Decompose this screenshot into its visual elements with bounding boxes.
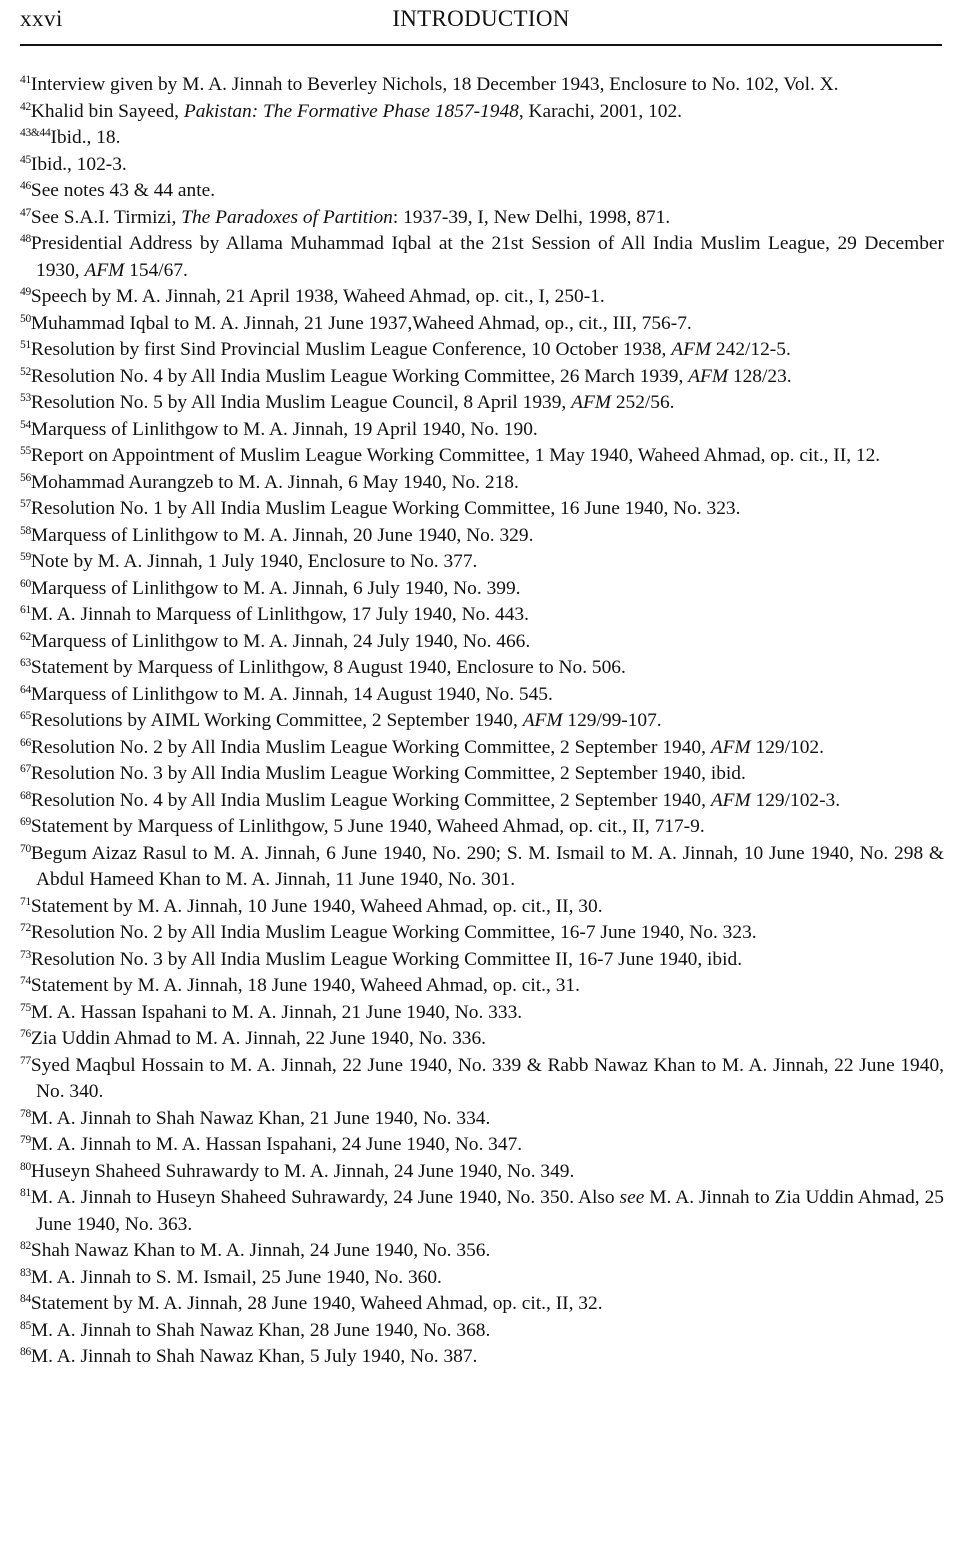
endnote [20, 417, 944, 444]
endnote-number: 82 [20, 1240, 31, 1252]
endnote [20, 1132, 944, 1159]
endnote [20, 337, 944, 364]
endnote [20, 443, 944, 470]
endnote-text: Presidential Address by Allama Muhammad Iqbal at the 21st Session of All India Muslim League, 29 December 1930, [30, 233, 944, 281]
endnote-text: M. A. Hassan Ispahani to M. A. Jinnah, 21 June 1940, No. 333. [30, 1001, 523, 1023]
endnote-text: Resolution No. 4 by All India Muslim League Working Committee, 2 September 1940, [30, 789, 711, 811]
endnote-number: 81 [20, 1187, 31, 1199]
endnote-number: 49 [20, 286, 31, 298]
endnote [20, 973, 944, 1000]
endnote [20, 205, 944, 232]
endnote-text: Syed Maqbul Hossain to M. A. Jinnah, 22 June 1940, No. 339 & Rabb Nawaz Khan to M. A. Jinnah, 22 June 1940, No. 340. [30, 1054, 944, 1102]
endnote-text: 154/67. [124, 259, 188, 281]
endnote [20, 1159, 944, 1186]
endnote [20, 814, 944, 841]
endnote-number: 58 [20, 524, 31, 537]
endnote-number: 45 [20, 153, 31, 166]
page-number: xxvi [20, 6, 63, 31]
endnote [20, 470, 944, 497]
endnote-number: 73 [20, 948, 31, 961]
endnote-text: Khalid bin Sayeed, [30, 100, 184, 122]
endnote [20, 1291, 944, 1318]
endnote-text: Ibid., 102-3. [30, 153, 127, 175]
endnote-text: 242/12-5. [711, 339, 791, 360]
endnote-number: 63 [20, 657, 31, 669]
endnote-text: M. A. Jinnah to Huseyn Shaheed Suhrawardy, 24 June 1940, No. 350. Also [30, 1187, 620, 1208]
running-header [20, 6, 942, 40]
endnote-number: 50 [20, 312, 31, 325]
endnote-text: Begum Aizaz Rasul to M. A. Jinnah, 6 June 1940, No. 290; S. M. Ismail to M. A. Jinnah, 10 June 1940, No. 298 & Abdul Hameed Khan to M. A. Jinnah, 11 June 1940, No. 301. [30, 842, 944, 890]
endnote-text: 129/102-3. [750, 789, 841, 811]
endnote-text: Resolution No. 2 by All India Muslim League Working Committee, 16-7 June 1940, No. 323. [30, 922, 757, 943]
endnote-text: Report on Appointment of Muslim League Working Committee, 1 May 1940, Waheed Ahmad, op. cit., II, 12. [30, 445, 881, 466]
endnote [20, 761, 944, 788]
endnote-text: Shah Nawaz Khan to M. A. Jinnah, 24 June 1940, No. 356. [30, 1240, 491, 1261]
endnote-number: 72 [20, 922, 31, 934]
endnote-text: 129/102. [750, 736, 824, 758]
endnote-text: Resolution No. 3 by All India Muslim League Working Committee II, 16-7 June 1940, ibid. [30, 948, 743, 970]
endnote-text: Resolution No. 2 by All India Muslim League Working Committee, 2 September 1940, [30, 736, 711, 758]
endnote [20, 1185, 944, 1238]
endnote-text: Resolution by first Sind Provincial Muslim League Conference, 10 October 1938, [30, 339, 672, 360]
endnote-text: 252/56. [610, 392, 675, 413]
endnote [20, 231, 944, 284]
endnote-text: Speech by M. A. Jinnah, 21 April 1938, Waheed Ahmad, op. cit., I, 250-1. [30, 286, 605, 307]
endnote [20, 788, 944, 815]
endnote-number: 51 [20, 339, 31, 351]
endnote-text: Statement by Marquess of Linlithgow, 5 June 1940, Waheed Ahmad, op. cit., II, 717-9. [30, 816, 705, 837]
endnote-text: Marquess of Linlithgow to M. A. Jinnah, 19 April 1940, No. 190. [30, 418, 538, 440]
endnote-number: 48 [20, 233, 31, 245]
endnote-number: 68 [20, 789, 31, 802]
endnote-text: Huseyn Shaheed Suhrawardy to M. A. Jinnah, 24 June 1940, No. 349. [30, 1160, 575, 1182]
endnote-text: Marquess of Linlithgow to M. A. Jinnah, 14 August 1940, No. 545. [30, 683, 553, 705]
endnote-italic-text: AFM [571, 392, 611, 413]
endnote [20, 708, 944, 735]
endnote-text: , Karachi, 2001, 102. [518, 100, 683, 122]
endnote-text: : 1937-39, I, New Delhi, 1998, 871. [392, 206, 671, 228]
endnote [20, 1265, 944, 1292]
endnote [20, 735, 944, 762]
endnote [20, 1000, 944, 1027]
endnote-italic-text: AFM [710, 789, 751, 811]
endnote [20, 390, 944, 417]
endnote [20, 364, 944, 391]
endnote-number: 77 [20, 1054, 31, 1067]
endnote [20, 576, 944, 603]
endnote-number: 47 [20, 206, 31, 219]
endnote [20, 602, 944, 629]
endnote [20, 682, 944, 709]
endnote-number: 84 [20, 1293, 31, 1305]
endnote-number: 41 [20, 74, 31, 86]
endnote-number: 80 [20, 1160, 31, 1173]
endnote-text: See notes 43 & 44 ante. [30, 180, 216, 201]
endnote [20, 629, 944, 656]
endnote-number: 56 [20, 471, 31, 484]
endnote-number: 67 [20, 763, 31, 775]
endnote-number: 65 [20, 710, 31, 722]
endnote [20, 523, 944, 550]
running-title: INTRODUCTION [392, 6, 570, 31]
endnote-number: 74 [20, 975, 31, 987]
endnote [20, 947, 944, 974]
endnote-text: M. A. Jinnah to Shah Nawaz Khan, 5 July 1940, No. 387. [30, 1346, 478, 1367]
endnote-number: 54 [20, 418, 31, 431]
endnote-italic-text: AFM [522, 710, 563, 731]
endnotes-list [20, 72, 944, 1371]
endnote-number: 60 [20, 577, 31, 590]
endnote [20, 496, 944, 523]
endnote-text: Marquess of Linlithgow to M. A. Jinnah, 6 July 1940, No. 399. [30, 577, 521, 599]
endnote [20, 125, 944, 152]
endnote-text: Resolution No. 1 by All India Muslim League Working Committee, 16 June 1940, No. 323. [30, 498, 741, 519]
endnote-text: Statement by M. A. Jinnah, 10 June 1940, Waheed Ahmad, op. cit., II, 30. [30, 895, 603, 917]
endnote [20, 1238, 944, 1265]
endnote [20, 152, 944, 179]
endnote-italic-text: Pakistan: The Formative Phase 1857-1948 [183, 100, 519, 122]
endnote-text: Ibid., 18. [50, 127, 121, 148]
endnote [20, 920, 944, 947]
endnote-number: 70 [20, 842, 31, 855]
endnote-number: 55 [20, 445, 31, 457]
endnote [20, 178, 944, 205]
endnote-text: Resolution No. 3 by All India Muslim League Working Committee, 2 September 1940, ibid. [30, 763, 746, 784]
endnote-text: M. A. Jinnah to Shah Nawaz Khan, 21 June 1940, No. 334. [30, 1107, 491, 1129]
endnote [20, 655, 944, 682]
endnote-number: 85 [20, 1319, 31, 1332]
endnote-text: M. A. Jinnah to Shah Nawaz Khan, 28 June 1940, No. 368. [30, 1319, 491, 1341]
endnote-italic-text: AFM [710, 736, 751, 758]
endnote-text: 129/99-107. [562, 710, 662, 731]
endnote-number: 61 [20, 604, 31, 616]
endnote-text: Statement by Marquess of Linlithgow, 8 August 1940, Enclosure to No. 506. [30, 657, 626, 678]
endnote [20, 1053, 944, 1106]
endnote [20, 72, 944, 99]
endnote-italic-text: AFM [671, 339, 712, 360]
endnote [20, 1106, 944, 1133]
endnote-number: 78 [20, 1107, 31, 1120]
endnote-text: Marquess of Linlithgow to M. A. Jinnah, 20 June 1940, No. 329. [30, 524, 534, 546]
endnote-number: 69 [20, 816, 31, 828]
endnote-text: M. A. Jinnah to M. A. Hassan Ispahani, 24 June 1940, No. 347. [30, 1134, 523, 1155]
endnote-text: Zia Uddin Ahmad to M. A. Jinnah, 22 June 1940, No. 336. [30, 1028, 487, 1049]
endnote-number: 53 [20, 392, 31, 404]
endnote-text: Statement by M. A. Jinnah, 28 June 1940, Waheed Ahmad, op. cit., II, 32. [30, 1293, 603, 1314]
endnote-text: Mohammad Aurangzeb to M. A. Jinnah, 6 May 1940, No. 218. [30, 471, 519, 493]
endnote-italic-text: AFM [84, 259, 125, 281]
endnote [20, 894, 944, 921]
endnote-number: 57 [20, 498, 31, 510]
endnote-number: 62 [20, 630, 31, 643]
endnote-text: Note by M. A. Jinnah, 1 July 1940, Enclosure to No. 377. [30, 551, 478, 572]
endnote-italic-text: see [619, 1187, 645, 1208]
endnote-number: 75 [20, 1001, 31, 1014]
endnote-text: M. A. Jinnah to Marquess of Linlithgow, 17 July 1940, No. 443. [30, 604, 529, 625]
endnote [20, 549, 944, 576]
endnote-number: 46 [20, 180, 31, 192]
endnote-text: See S.A.I. Tirmizi, [30, 206, 182, 228]
endnote-text: Interview given by M. A. Jinnah to Beverley Nichols, 18 December 1943, Enclosure to No. 102, Vol. X. [30, 74, 839, 95]
endnote [20, 1344, 944, 1371]
header-rule [20, 44, 942, 46]
endnote [20, 284, 944, 311]
endnote-text: Muhammad Iqbal to M. A. Jinnah, 21 June 1937,Waheed Ahmad, op., cit., III, 756-7. [30, 312, 692, 334]
endnote [20, 311, 944, 338]
endnote-number: 59 [20, 551, 31, 563]
endnote-number: 43&44 [20, 127, 51, 139]
endnote-number: 64 [20, 683, 31, 696]
endnote [20, 1318, 944, 1345]
endnote-text: Resolution No. 4 by All India Muslim League Working Committee, 26 March 1939, [30, 365, 689, 387]
endnote-text: 128/23. [728, 365, 792, 387]
endnote-number: 52 [20, 365, 31, 378]
endnote-number: 86 [20, 1346, 31, 1358]
endnote-text: Marquess of Linlithgow to M. A. Jinnah, 24 July 1940, No. 466. [30, 630, 531, 652]
endnote-italic-text: AFM [688, 365, 729, 387]
endnote [20, 841, 944, 894]
endnote-italic-text: The Paradoxes of Partition [181, 206, 393, 228]
endnote-text: M. A. Jinnah to S. M. Ismail, 25 June 1940, No. 360. [30, 1266, 442, 1288]
endnote-number: 76 [20, 1028, 31, 1040]
endnote-number: 42 [20, 100, 31, 113]
endnote-number: 66 [20, 736, 31, 749]
endnote-number: 83 [20, 1266, 31, 1279]
endnote [20, 1026, 944, 1053]
endnote-text: Resolution No. 5 by All India Muslim League Council, 8 April 1939, [30, 392, 572, 413]
endnote-text: Statement by M. A. Jinnah, 18 June 1940, Waheed Ahmad, op. cit., 31. [30, 975, 580, 996]
endnote-text: Resolutions by AIML Working Committee, 2 September 1940, [30, 710, 523, 731]
endnote [20, 99, 944, 126]
endnote-text: M. A. Jinnah to Zia Uddin Ahmad, 25 June 1940, No. 363. [36, 1187, 944, 1235]
endnote-number: 79 [20, 1134, 31, 1146]
endnote-number: 71 [20, 895, 31, 908]
